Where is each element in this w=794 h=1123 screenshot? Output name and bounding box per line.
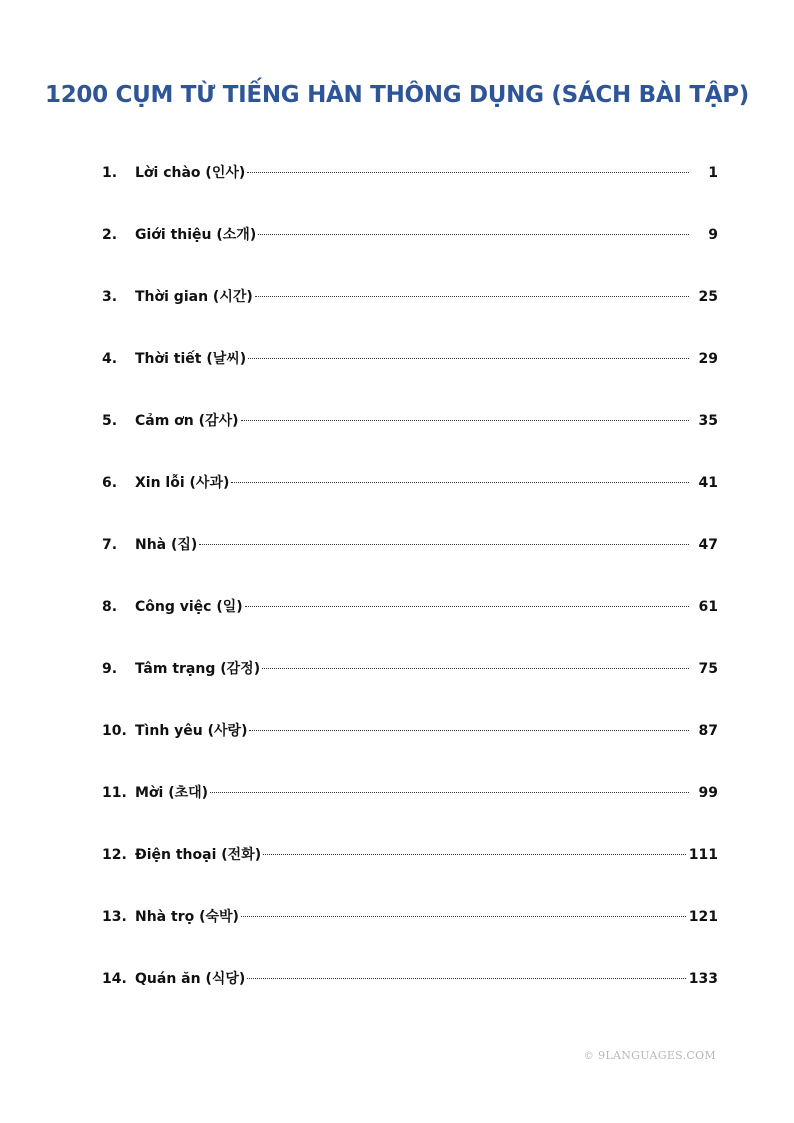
- toc-entry-5[interactable]: [102, 411, 718, 473]
- toc-entry-page: 1: [708, 165, 718, 181]
- toc-entry-number: 14.: [102, 971, 127, 987]
- toc-entry-number: 9.: [102, 661, 118, 677]
- toc-entry-7[interactable]: [102, 535, 718, 597]
- toc-entry-label: Xin lỗi (사과): [135, 475, 230, 491]
- toc-entry-page: 35: [698, 413, 718, 429]
- toc-entry-label: Cảm ơn (감사): [135, 413, 239, 429]
- toc-entry-10[interactable]: [102, 721, 718, 783]
- toc-entry-label: Giới thiệu (소개): [135, 227, 257, 243]
- toc-entry-label: Quán ăn (식당): [135, 971, 246, 987]
- dot-leader: [231, 482, 689, 483]
- footer-watermark: [584, 1049, 716, 1062]
- toc-entry-number: 1.: [102, 165, 118, 181]
- toc-entry-page: 61: [698, 599, 718, 615]
- dot-leader: [241, 420, 690, 421]
- toc-entry-page: 111: [688, 847, 718, 863]
- table-of-contents: [102, 163, 718, 1031]
- dot-leader: [241, 916, 686, 917]
- toc-entry-6[interactable]: [102, 473, 718, 535]
- toc-entry-11[interactable]: [102, 783, 718, 845]
- toc-entry-8[interactable]: [102, 597, 718, 659]
- toc-entry-number: 13.: [102, 909, 127, 925]
- page-title: 1200 CỤM TỪ TIẾNG HÀN THÔNG DỤNG (SÁCH BÀI TẬP): [45, 82, 749, 108]
- toc-entry-page: 25: [698, 289, 718, 305]
- toc-entry-page: 87: [698, 723, 718, 739]
- footer-text: 9LANGUAGES.COM: [598, 1049, 716, 1062]
- toc-entry-number: 8.: [102, 599, 118, 615]
- toc-entry-number: 3.: [102, 289, 118, 305]
- toc-entry-4[interactable]: [102, 349, 718, 411]
- dot-leader: [210, 792, 689, 793]
- toc-entry-12[interactable]: [102, 845, 718, 907]
- dot-leader: [262, 668, 689, 669]
- copyright-icon: ©: [583, 1051, 595, 1062]
- toc-entry-page: 47: [698, 537, 718, 553]
- toc-entry-9[interactable]: [102, 659, 718, 721]
- toc-entry-label: Công việc (일): [135, 599, 243, 615]
- toc-entry-13[interactable]: [102, 907, 718, 969]
- toc-entry-label: Thời gian (시간): [135, 289, 253, 305]
- toc-entry-14[interactable]: [102, 969, 718, 1031]
- toc-entry-label: Tâm trạng (감정): [135, 661, 261, 677]
- dot-leader: [245, 606, 689, 607]
- toc-entry-label: Mời (초대): [135, 785, 209, 801]
- toc-entry-page: 9: [708, 227, 718, 243]
- toc-entry-label: Điện thoại (전화): [135, 847, 262, 863]
- dot-leader: [248, 358, 689, 359]
- dot-leader: [247, 978, 685, 979]
- toc-entry-label: Thời tiết (날씨): [135, 351, 247, 367]
- dot-leader: [249, 730, 689, 731]
- toc-entry-number: 2.: [102, 227, 118, 243]
- toc-entry-2[interactable]: [102, 225, 718, 287]
- toc-entry-label: Lời chào (인사): [135, 165, 246, 181]
- toc-entry-page: 41: [698, 475, 718, 491]
- toc-entry-label: Tình yêu (사랑): [135, 723, 248, 739]
- dot-leader: [247, 172, 689, 173]
- dot-leader: [255, 296, 689, 297]
- toc-entry-page: 133: [688, 971, 718, 987]
- toc-entry-number: 7.: [102, 537, 118, 553]
- toc-entry-1[interactable]: [102, 163, 718, 225]
- toc-entry-number: 10.: [102, 723, 127, 739]
- toc-entry-number: 4.: [102, 351, 118, 367]
- toc-entry-3[interactable]: [102, 287, 718, 349]
- toc-entry-page: 121: [688, 909, 718, 925]
- toc-entry-label: Nhà trọ (숙박): [135, 909, 239, 925]
- toc-entry-label: Nhà (집): [135, 537, 198, 553]
- toc-entry-number: 12.: [102, 847, 127, 863]
- toc-entry-number: 6.: [102, 475, 118, 491]
- dot-leader: [258, 234, 689, 235]
- toc-entry-number: 5.: [102, 413, 118, 429]
- toc-entry-page: 75: [698, 661, 718, 677]
- toc-entry-number: 11.: [102, 785, 127, 801]
- toc-entry-page: 99: [698, 785, 718, 801]
- toc-entry-page: 29: [698, 351, 718, 367]
- dot-leader: [199, 544, 689, 545]
- dot-leader: [263, 854, 686, 855]
